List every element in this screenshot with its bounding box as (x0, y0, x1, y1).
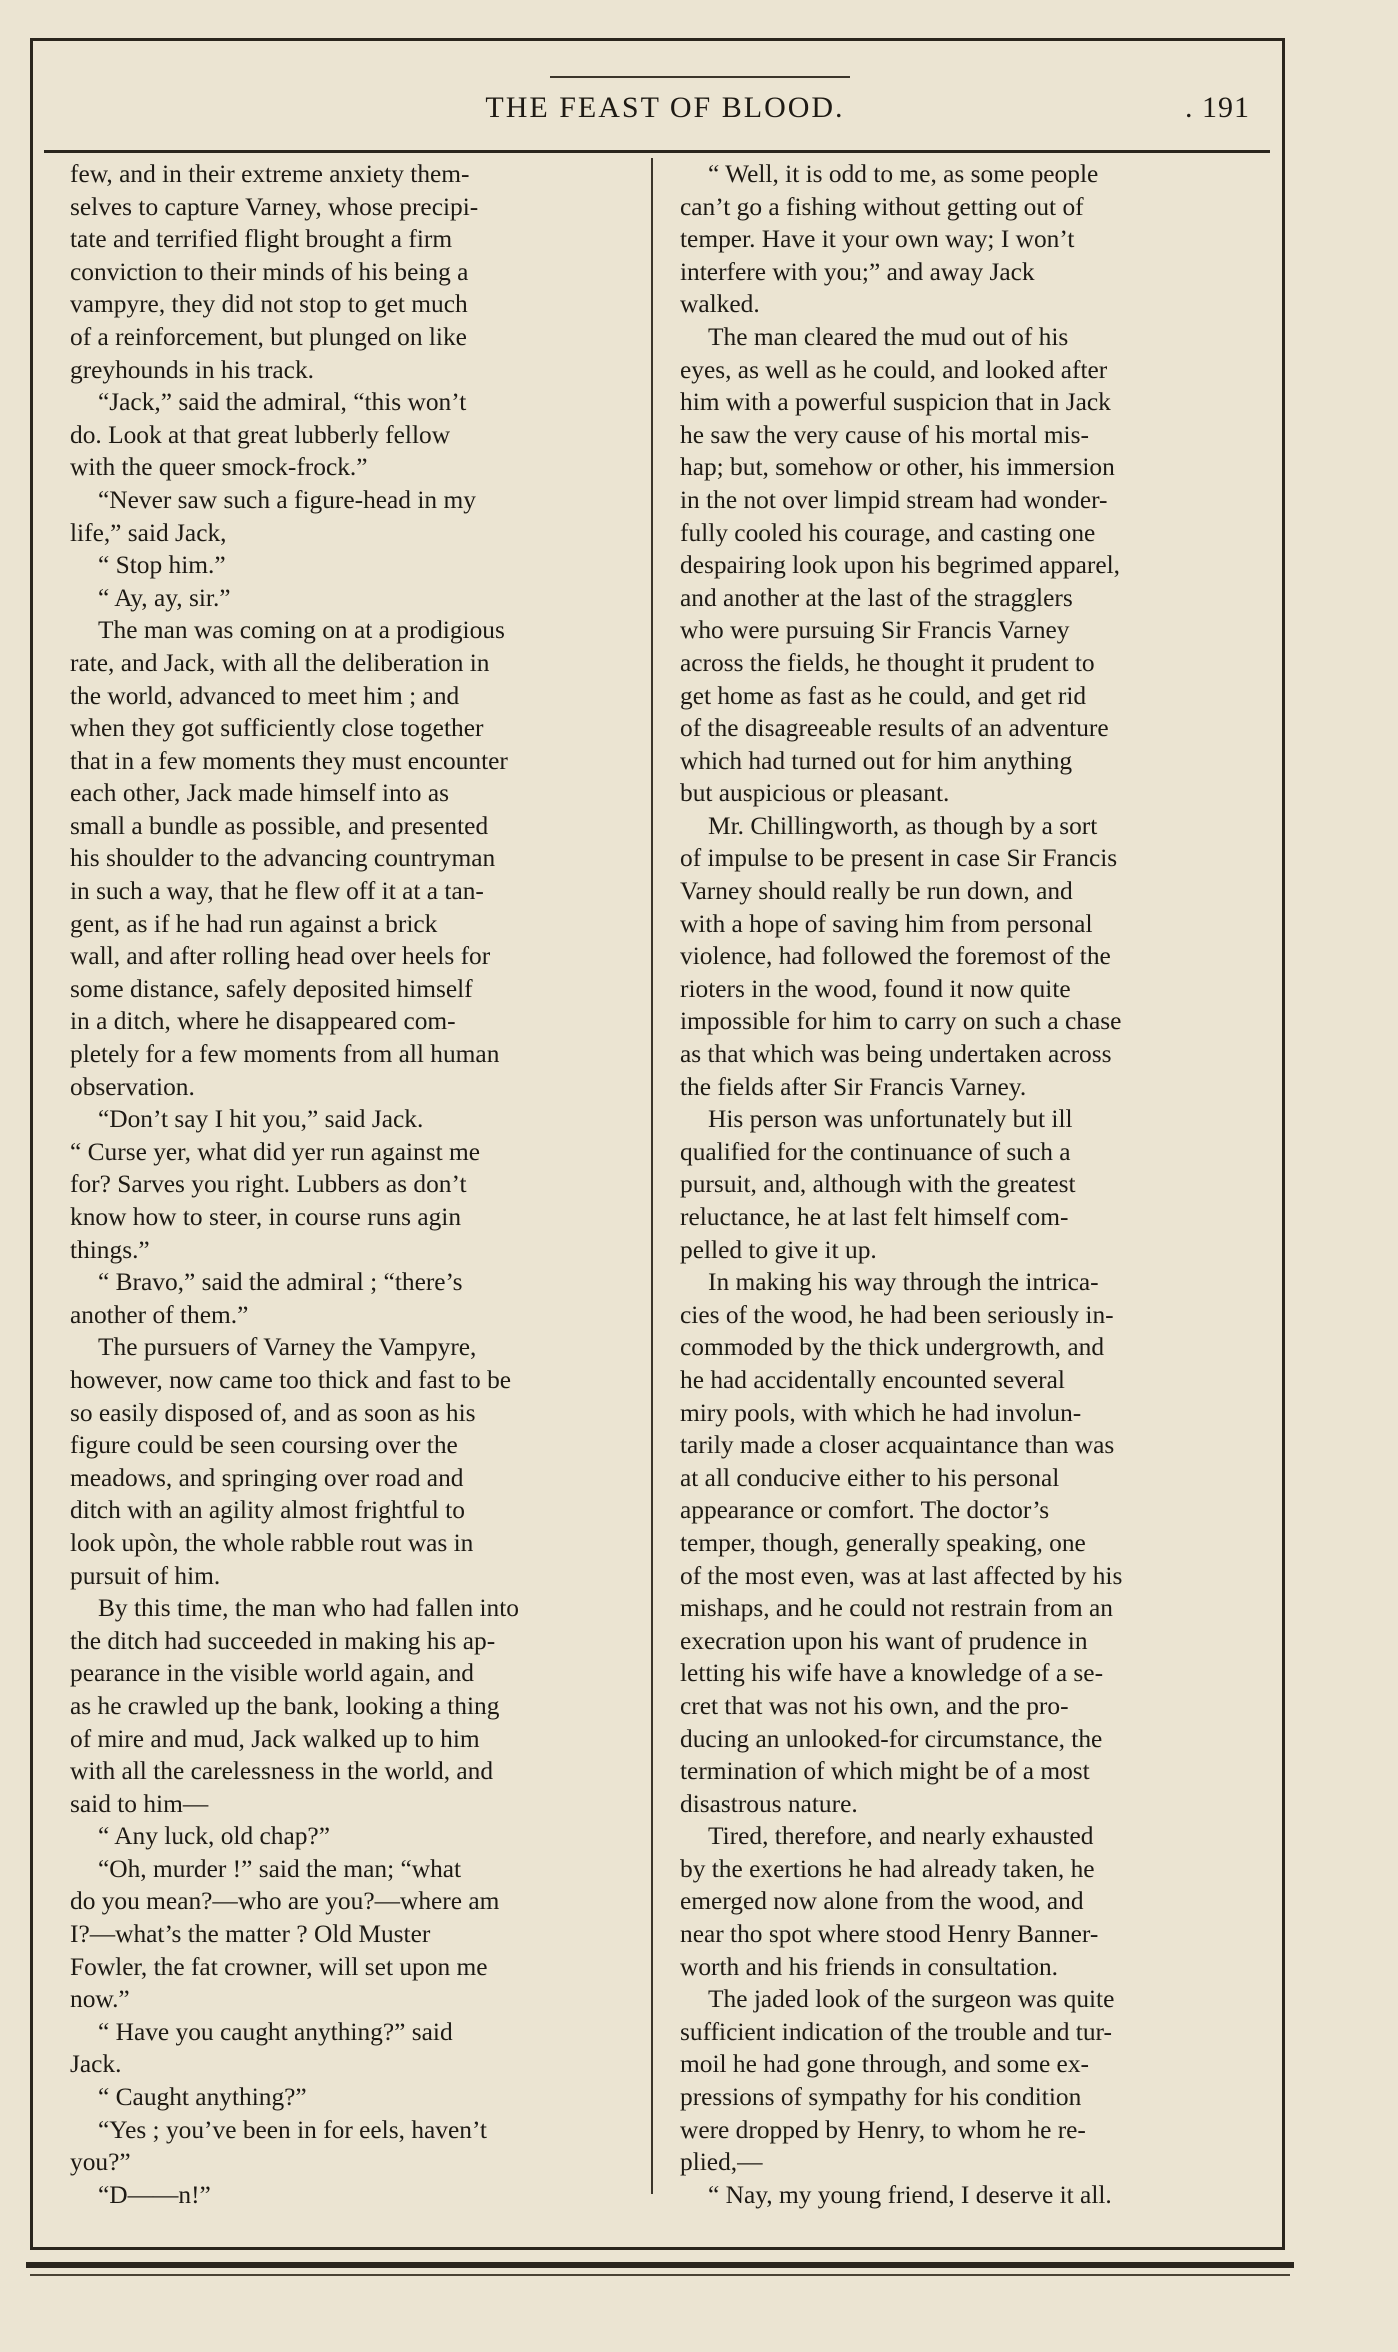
paragraph: “ Any luck, old chap?” (98, 1822, 330, 1851)
paragraph: The jaded look of the surgeon was quite sufficient indication of the trouble and tur- moil he had gone through, and some ex- pressions of sympathy for his condition were dropped by Henry, to whom he re- plied,— (680, 1985, 1115, 2177)
paragraph: His person was unfortunately but ill qualified for the continuance of such a pursuit, and, although with the greatest reluctance, he at last felt himself com- pelled to give it up. (680, 1105, 1076, 1264)
paragraph: The man cleared the mud out of his eyes, as well as he could, and looked after him with a powerful suspicion that in Jack he saw the very cause of his mortal mis- hap; but, somehow or other, his immersion in the not over limpid stream had wonder- fully cooled his courage, and casting one despairing look upon his begrimed apparel, and another at the last of the stragglers who were pursuing Sir Francis Varney across the fields, he thought it prudent to get home as fast as he could, and get rid of the disagreeable results of an adventure which had turned out for him anything but auspicious or pleasant. (680, 322, 1120, 808)
left-column (70, 158, 655, 2211)
paragraph: The pursuers of Varney the Vampyre, however, now came too thick and fast to be so easily disposed of, and as soon as his figure could be seen coursing over the meadows, and springing over road and ditch with an agility almost frightful to look upòn, the whole rabble rout was in pursuit of him. (70, 1333, 512, 1590)
paragraph: “ Caught anything?” (98, 2083, 307, 2112)
paragraph: “ Ay, ay, sir.” (98, 583, 231, 612)
paragraph: “ Stop him.” (98, 551, 226, 580)
column-divider (651, 158, 653, 2194)
bottom-rule-thin (30, 2274, 1290, 2276)
paragraph: “Don’t say I hit you,” said Jack. “ Curse yer, what did yer run against me for? Sarves you right. Lubbers as don’t know how to steer, in course runs agin things.” (70, 1105, 481, 1264)
paragraph: In making his way through the intrica- cies of the wood, he had been seriously in- commoded by the thick undergrowth, and he had accidentally encounted several miry pools, with which he had involun- tarily made a closer acquaintance than was at all conducive either to his personal appearance or comfort. The doctor’s temper, though, generally speaking, one of the most even, was at last affected by his mishaps, and he could not restrain from an execration upon his want of prudence in letting his wife have a knowledge of a se- cret that was not his own, and the pro- ducing an unlooked-for circumstance, the termination of which might be of a most disastrous nature. (680, 1268, 1123, 1818)
paragraph: few, and in their extreme anxiety them- selves to capture Varney, whose precipi- tate and terrified flight brought a firm conviction to their minds of his being a vampyre, they did not stop to get much of a reinforcement, but plunged on like greyhounds in his track. (70, 160, 479, 384)
running-title: THE FEAST OF BLOOD. (485, 91, 845, 124)
paragraph: Tired, therefore, and nearly exhausted by the exertions he had already taken, he emerged now alone from the wood, and near tho spot where stood Henry Banner- worth and his friends in consultation. (680, 1822, 1099, 1981)
paragraph: “Jack,” said the admiral, “this won’t do. Look at that great lubberly fellow with the queer smock-frock.” (70, 388, 467, 482)
top-rule (550, 76, 850, 78)
paragraph: “ Nay, my young friend, I deserve it all. (708, 2180, 1112, 2209)
paragraph: “Never saw such a figure-head in my life,” said Jack, (70, 485, 476, 547)
paragraph: The man was coming on at a prodigious rate, and Jack, with all the deliberation in the world, advanced to meet him ; and when they got sufficiently close together that in a few moments they must encounter each other, Jack made himself into as small a bundle as possible, and presented his shoulder to the advancing countryman in such a way, that he flew off it at a tan- gent, as if he had run against a brick wall, and after rolling head over heels for some distance, safely deposited himself in a ditch, where he disappeared com- pletely for a few moments from all human observation. (70, 616, 508, 1101)
header-rule (44, 150, 1270, 153)
paragraph: “ Bravo,” said the admiral ; “there’s another of them.” (70, 1268, 463, 1329)
paragraph: “ Have you caught anything?” said Jack. (70, 2017, 453, 2079)
paragraph: Mr. Chillingworth, as though by a sort of impulse to be present in case Sir Francis Varney should really be run down, and with a hope of saving him from personal violence, had followed the foremost of the rioters in the wood, found it now quite impossible for him to carry on such a chase as that which was being undertaken across the fields after Sir Francis Varney. (680, 811, 1122, 1101)
paragraph: “Yes ; you’ve been in for eels, haven’t you?” (70, 2115, 487, 2177)
paragraph: By this time, the man who had fallen into the ditch had succeeded in making his ap- pearance in the visible world again, and as he crawled up the bank, looking a thing of mire and mud, Jack walked up to him with all the carelessness in the world, and said to him— (70, 1594, 519, 1818)
page-number: . 191 (1185, 91, 1250, 124)
right-column (680, 158, 1266, 2211)
paragraph: “Oh, murder !” said the man; “what do you mean?—who are you?—where am I?—what’s the matter ? Old Muster Fowler, the fat crowner, will set upon me now.” (70, 1854, 500, 2014)
paragraph: “ Well, it is odd to me, as some people can’t go a fishing without getting out of temper. Have it your own way; I won’t interfere with you;” and away Jack walked. (680, 160, 1099, 319)
running-header (60, 88, 1270, 134)
paragraph: “D——n!” (98, 2180, 211, 2209)
bottom-rule (26, 2262, 1294, 2268)
